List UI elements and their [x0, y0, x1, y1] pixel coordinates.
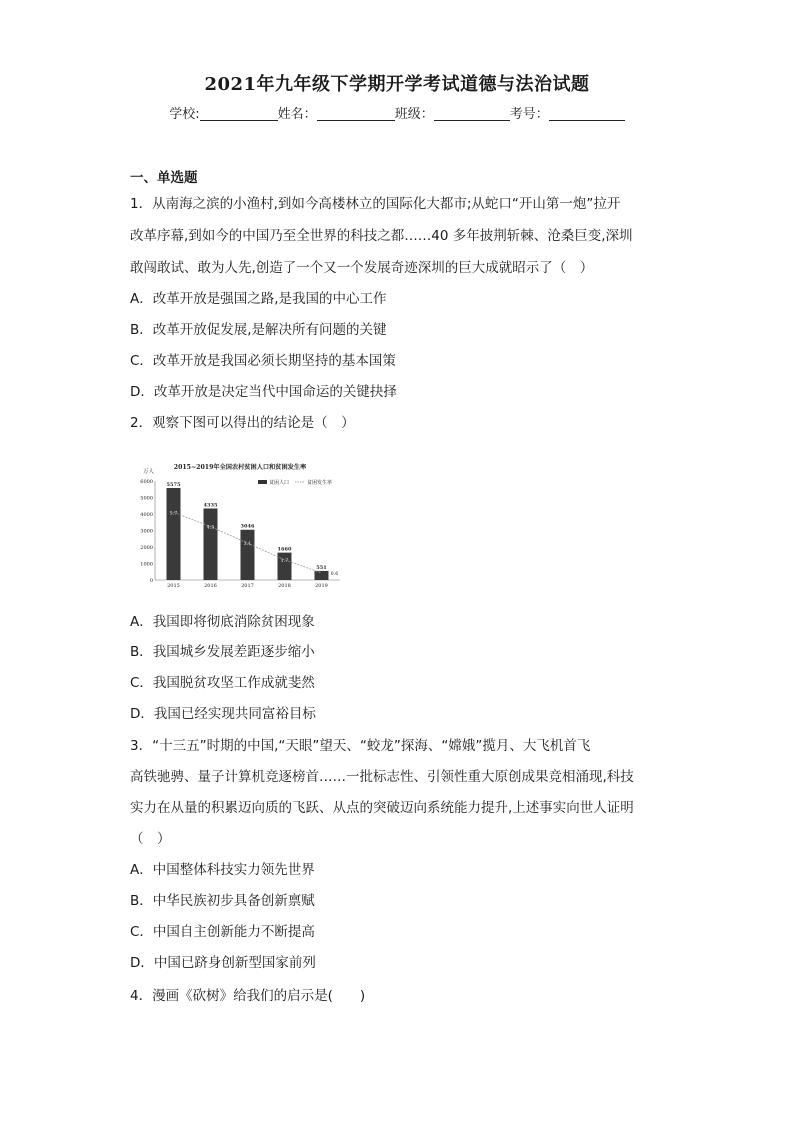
- question-4-line-1: 4．漫画《砍树》给我们的启示是( ): [130, 988, 366, 1004]
- legend-label-population: 贫困人口: [269, 480, 290, 486]
- rate-label-2019: 0.6: [330, 571, 339, 577]
- rate-label-2017: 3.1: [243, 542, 252, 548]
- bar-2019: [315, 571, 329, 580]
- legend-swatch-population: [258, 480, 267, 484]
- y-tick-label: 3000: [140, 528, 153, 535]
- y-tick-label: 2000: [140, 545, 153, 551]
- question-2-option-c[interactable]: C．我国脱贫攻坚工作成就斐然: [130, 675, 315, 691]
- bar-label-2018: 1660: [277, 546, 292, 553]
- exam-no-label: 考号：: [509, 107, 549, 122]
- page-title: 2021年九年级下学期开学考试道德与法治试题: [204, 74, 590, 95]
- question-1-option-c[interactable]: C．改革开放是我国必须长期坚持的基本国策: [130, 353, 396, 369]
- x-tick-2015: 2015: [167, 583, 180, 589]
- question-3-option-a[interactable]: A．中国整体科技实力领先世界: [130, 862, 315, 878]
- question-3-option-c[interactable]: C．中国自主创新能力不断提高: [130, 924, 315, 940]
- rate-label-2015: 5.7: [169, 511, 178, 517]
- y-tick-label: 1000: [140, 561, 153, 568]
- x-tick-2018: 2018: [278, 583, 291, 589]
- question-2-line-1: 2．观察下图可以得出的结论是（ ）: [130, 415, 355, 431]
- question-2-option-d[interactable]: D．我国已经实现共同富裕目标: [130, 706, 316, 722]
- question-1-line-3: 敢闯敢试、敢为人先,创造了一个又一个发展奇迹深圳的巨大成就昭示了（ ）: [130, 260, 594, 276]
- question-2-option-b[interactable]: B．我国城乡发展差距逐步缩小: [130, 644, 315, 660]
- rate-label-2016: 4.5: [206, 525, 215, 531]
- chart-ylabel: 万人: [143, 469, 155, 475]
- y-tick-label: 5000: [140, 495, 153, 502]
- question-1-option-a[interactable]: A．改革开放是强国之路,是我国的中心工作: [130, 291, 387, 307]
- question-1-line-1: 1．从南海之滨的小渔村,到如今高楼林立的国际化大都市;从蛇口“开山第一炮”拉开: [130, 196, 621, 212]
- y-tick-label: 0: [149, 578, 153, 584]
- poverty-chart: [130, 458, 350, 592]
- x-tick-2019: 2019: [315, 583, 328, 589]
- chart-legend: [258, 479, 332, 486]
- student-info-line: [0, 103, 794, 122]
- question-3-option-b[interactable]: B．中华民族初步具备创新禀赋: [130, 893, 315, 909]
- bar-label-2017: 3046: [240, 523, 255, 530]
- rate-label-2018: 1.7: [280, 558, 289, 564]
- bar-2016: [204, 508, 218, 580]
- bar-2018: [278, 553, 292, 580]
- x-tick-2017: 2017: [241, 583, 254, 589]
- legend-label-rate: 贫困发生率: [307, 480, 333, 486]
- question-3-option-d[interactable]: D．中国已跻身创新型国家前列: [130, 955, 316, 971]
- class-field[interactable]: [434, 106, 510, 121]
- question-1-option-b[interactable]: B．改革开放促发展,是解决所有问题的关键: [130, 322, 387, 338]
- bar-label-2015: 5575: [166, 482, 181, 489]
- question-3-line-3: 实力在从量的积累迈向质的飞跃、从点的突破迈向系统能力提升,上述事实向世人证明: [130, 800, 634, 816]
- section-title: 一、单选题: [130, 170, 198, 186]
- question-1-option-d[interactable]: D．改革开放是决定当代中国命运的关键抉择: [130, 384, 397, 400]
- school-label: 学校:: [169, 107, 200, 122]
- bar-label-2019: 551: [316, 564, 327, 571]
- bar-2017: [241, 530, 255, 580]
- name-label: 姓名：: [277, 107, 317, 122]
- bar-label-2016: 4335: [203, 502, 218, 509]
- chart-title: 2015~2019年全国农村贫困人口和贫困发生率: [173, 464, 307, 471]
- name-field[interactable]: [317, 106, 395, 121]
- question-3-line-2: 高铁驰骋、量子计算机竞逐榜首……一批标志性、引领性重大原创成果竞相涌现,科技: [130, 769, 634, 785]
- exam-no-field[interactable]: [549, 106, 625, 121]
- question-3-line-4: （ ）: [130, 831, 171, 847]
- school-field[interactable]: [200, 106, 278, 121]
- y-tick-label: 6000: [140, 479, 153, 485]
- y-tick-label: 4000: [140, 512, 153, 518]
- question-3-line-1: 3．“十三五”时期的中国,“天眼”望天、“蛟龙”探海、“嫦娥”揽月、大飞机首飞: [130, 738, 591, 754]
- poverty-chart-svg: [130, 458, 350, 592]
- class-label: 班级：: [394, 107, 434, 122]
- question-2-option-a[interactable]: A．我国即将彻底消除贫困现象: [130, 614, 315, 630]
- bar-2015: [167, 488, 181, 580]
- question-1-line-2: 改革序幕,到如今的中国乃至全世界的科技之都……40 多年披荆斩棘、沧桑巨变,深圳: [130, 228, 633, 244]
- x-tick-2016: 2016: [204, 583, 217, 589]
